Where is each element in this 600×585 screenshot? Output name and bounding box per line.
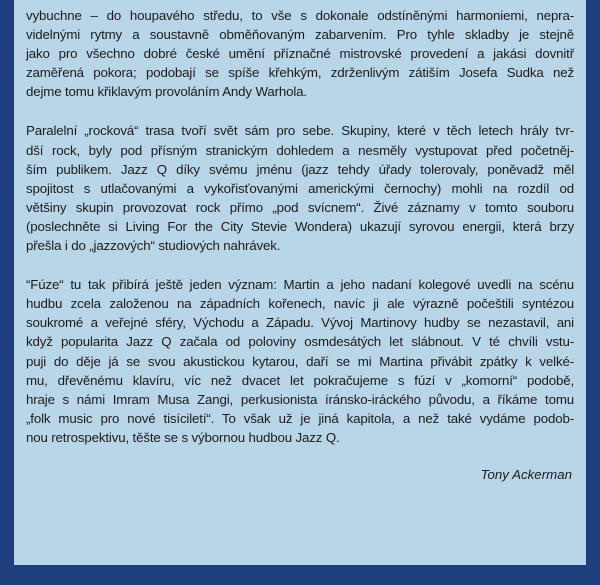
- paragraph-2: [26, 121, 574, 255]
- document-page: [14, 0, 586, 565]
- text-line: spojitost s utlačovanými a vykořisťovanými americkými černochy) mohli na rozdíl od: [26, 180, 574, 196]
- text-line: hudbu zcela založenou na západních kořenech, navíc ji ale výrazně počeštili syntézou: [26, 296, 574, 312]
- paragraph-3: [26, 275, 574, 447]
- text-line: hraje s námi Imram Musa Zangi, perkusionista íránsko-iráckého původu, a říkáme tomu: [26, 391, 574, 407]
- text-line: přešla i do „jazzových“ studiových nahrávek.: [26, 238, 281, 254]
- text-line: dejme tomu křiklavým provoláním Andy Warhola.: [26, 84, 307, 100]
- text-line: videlnými rytmy a soustavně obměňovaným zabarvením. Pro tyhle skladby je stejně: [26, 27, 574, 43]
- text-line: “Fúze“ tu tak přibírá ještě jeden význam: Martin a jeho nadaní kolegové uvedli na scénu: [26, 277, 574, 293]
- author-signature: Tony Ackerman: [480, 466, 572, 482]
- text-line: když popularita Jazz Q začala od poloviny osmdesátých let slábnout. V té chvíli vstu-: [26, 334, 574, 350]
- text-line: jako pro všechno dobré české umění příznačné mistrovské provedení a jakási dovnitř: [26, 46, 574, 62]
- paragraph-1: [26, 6, 574, 101]
- text-line: puji do děje já se svou akustickou kytarou, daří se mi Martina přivábit zpátky k velké-: [26, 353, 574, 369]
- text-line: zaměřená pokora; podobají se spíše křehkým, zdrženlivým zátiším Josefa Sudka než: [26, 65, 574, 81]
- text-line: dší rock, byly pod přísným stranickým dohledem a nesměly vystupovat před početněj-: [26, 142, 574, 158]
- text-line: „folk music pro nové tisíciletí“. To však už je jiná kapitola, a než také vydáme podob-: [26, 410, 574, 426]
- text-line: většiny skupin provozovat rock přímo „pod svícnem“. Živé záznamy v tomto souboru: [26, 199, 574, 215]
- text-line: nou retrospektivu, těšte se s výbornou hudbou Jazz Q.: [26, 429, 340, 445]
- text-line: Paralelní „rocková“ trasa tvoří svět sám pro sebe. Skupiny, které v těch letech hrály tvr-: [26, 123, 574, 139]
- text-line: vybuchne – do houpavého středu, to vše s dokonale odstíněnými harmoniemi, nepra-: [26, 8, 574, 23]
- text-line: ším publikem. Jazz Q díky svému jménu (jazz tehdy úřady tolerovaly, poněvadž měl: [26, 161, 574, 177]
- text-line: (poslechněte si Living For the City Stevie Wondera) ukazují syrovou energii, která brzy: [26, 218, 574, 234]
- text-line: mu, dřevěnému klavíru, víc než dvacet let pokračujeme s fúzí v „komorní“ podobě,: [26, 372, 574, 388]
- text-line: soukromé a veřejné sféry, Východu a Západu. Vývoj Martinovy hudby se nezastavil, ani: [26, 315, 574, 331]
